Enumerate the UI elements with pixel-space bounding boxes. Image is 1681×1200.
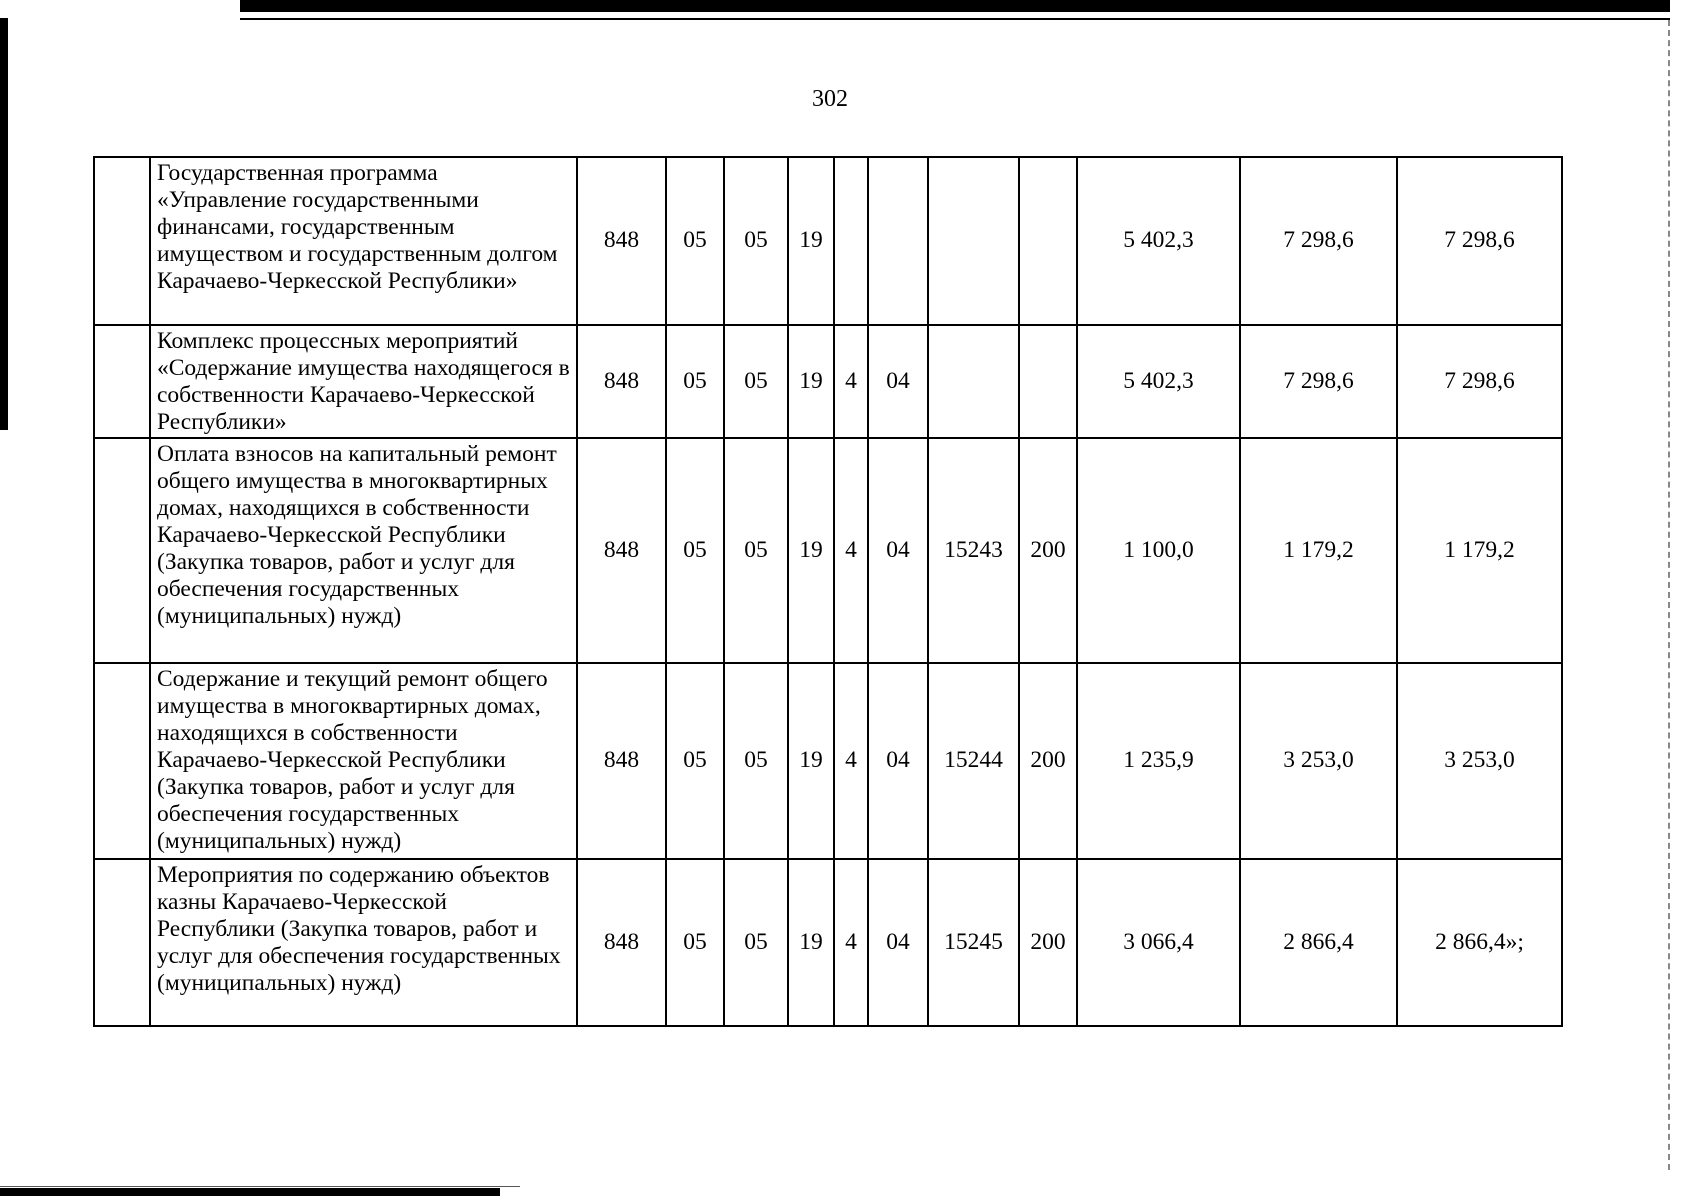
row-number-cell bbox=[94, 859, 150, 1026]
year2-amount-cell: 3 253,0 bbox=[1240, 663, 1397, 859]
year3-amount-cell: 7 298,6 bbox=[1397, 157, 1562, 325]
year3-amount-cell: 3 253,0 bbox=[1397, 663, 1562, 859]
row-number-cell bbox=[94, 157, 150, 325]
row-number-cell bbox=[94, 663, 150, 859]
row-number-cell bbox=[94, 438, 150, 663]
year1-amount-cell: 5 402,3 bbox=[1077, 325, 1240, 438]
section-cell: 05 bbox=[666, 325, 724, 438]
direction-cell bbox=[928, 325, 1019, 438]
subsection-cell: 05 bbox=[724, 157, 788, 325]
item-name-cell: Мероприятия по содержанию объектов казны Карачаево-Черкесской Республики (Закупка товаров, работ и услуг для обеспечения государственных (муниципальных) нужд) bbox=[150, 859, 577, 1026]
item-name-cell: Оплата взносов на капитальный ремонт общего имущества в многоквартирных домах, находящихся в собственности Карачаево-Черкесской Республики (Закупка товаров, работ и услуг для обеспечения государственных (муниципальных) нужд) bbox=[150, 438, 577, 663]
item-name-cell: Государственная программа «Управление государственными финансами, государственным имуществом и государственным долгом Карачаево-Черкесской Республики» bbox=[150, 157, 577, 325]
scan-border-top bbox=[240, 0, 1670, 12]
expense-type-cell: 200 bbox=[1019, 663, 1077, 859]
scan-line-top bbox=[240, 18, 1670, 20]
year2-amount-cell: 2 866,4 bbox=[1240, 859, 1397, 1026]
year1-amount-cell: 5 402,3 bbox=[1077, 157, 1240, 325]
table-row bbox=[94, 859, 1562, 1026]
scan-line-bottom bbox=[0, 1186, 520, 1187]
row-number-cell bbox=[94, 325, 150, 438]
year3-amount-cell: 2 866,4»; bbox=[1397, 859, 1562, 1026]
complex-cell bbox=[868, 157, 928, 325]
direction-cell: 15244 bbox=[928, 663, 1019, 859]
table-row bbox=[94, 663, 1562, 859]
expense-type-cell bbox=[1019, 157, 1077, 325]
item-name-cell: Комплекс процессных мероприятий «Содержание имущества находящегося в собственности Карачаево-Черкесской Республики» bbox=[150, 325, 577, 438]
ministry-code-cell: 848 bbox=[577, 157, 666, 325]
section-cell: 05 bbox=[666, 438, 724, 663]
complex-cell: 04 bbox=[868, 325, 928, 438]
scan-border-bottom bbox=[0, 1188, 500, 1196]
direction-cell bbox=[928, 157, 1019, 325]
expense-type-cell: 200 bbox=[1019, 438, 1077, 663]
table-row bbox=[94, 325, 1562, 438]
table-row bbox=[94, 438, 1562, 663]
item-name-cell: Содержание и текущий ремонт общего имущества в многоквартирных домах, находящихся в собственности Карачаево-Черкесской Республики (Закупка товаров, работ и услуг для обеспечения государственных (муниципальных) нужд) bbox=[150, 663, 577, 859]
year1-amount-cell: 1 100,0 bbox=[1077, 438, 1240, 663]
program-cell: 19 bbox=[788, 859, 834, 1026]
scan-border-left bbox=[0, 18, 8, 430]
year1-amount-cell: 3 066,4 bbox=[1077, 859, 1240, 1026]
kind-cell: 4 bbox=[834, 859, 868, 1026]
direction-cell: 15245 bbox=[928, 859, 1019, 1026]
subsection-cell: 05 bbox=[724, 859, 788, 1026]
expense-type-cell: 200 bbox=[1019, 859, 1077, 1026]
ministry-code-cell: 848 bbox=[577, 663, 666, 859]
kind-cell: 4 bbox=[834, 438, 868, 663]
year2-amount-cell: 1 179,2 bbox=[1240, 438, 1397, 663]
direction-cell: 15243 bbox=[928, 438, 1019, 663]
program-cell: 19 bbox=[788, 157, 834, 325]
section-cell: 05 bbox=[666, 663, 724, 859]
ministry-code-cell: 848 bbox=[577, 438, 666, 663]
section-cell: 05 bbox=[666, 157, 724, 325]
program-cell: 19 bbox=[788, 438, 834, 663]
complex-cell: 04 bbox=[868, 859, 928, 1026]
subsection-cell: 05 bbox=[724, 438, 788, 663]
ministry-code-cell: 848 bbox=[577, 859, 666, 1026]
page-number: 302 bbox=[812, 86, 848, 112]
kind-cell: 4 bbox=[834, 663, 868, 859]
section-cell: 05 bbox=[666, 859, 724, 1026]
year3-amount-cell: 7 298,6 bbox=[1397, 325, 1562, 438]
program-cell: 19 bbox=[788, 325, 834, 438]
complex-cell: 04 bbox=[868, 438, 928, 663]
year2-amount-cell: 7 298,6 bbox=[1240, 157, 1397, 325]
expense-type-cell bbox=[1019, 325, 1077, 438]
kind-cell: 4 bbox=[834, 325, 868, 438]
year3-amount-cell: 1 179,2 bbox=[1397, 438, 1562, 663]
year2-amount-cell: 7 298,6 bbox=[1240, 325, 1397, 438]
subsection-cell: 05 bbox=[724, 663, 788, 859]
budget-table bbox=[93, 156, 1563, 1027]
complex-cell: 04 bbox=[868, 663, 928, 859]
kind-cell bbox=[834, 157, 868, 325]
program-cell: 19 bbox=[788, 663, 834, 859]
ministry-code-cell: 848 bbox=[577, 325, 666, 438]
year1-amount-cell: 1 235,9 bbox=[1077, 663, 1240, 859]
subsection-cell: 05 bbox=[724, 325, 788, 438]
scan-border-right bbox=[1668, 20, 1672, 1170]
table-row bbox=[94, 157, 1562, 325]
